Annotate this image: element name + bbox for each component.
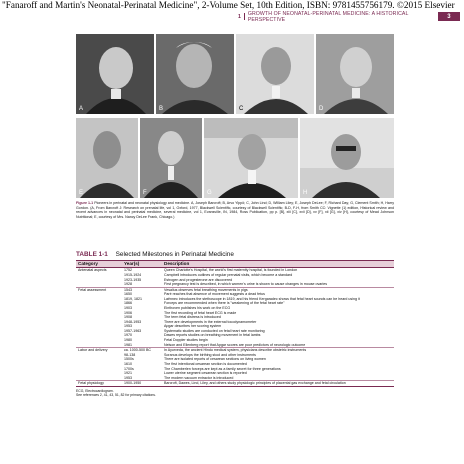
portrait-photo-g xyxy=(204,118,298,198)
row-year: 1903 xyxy=(124,306,132,311)
citation-header: "Fanaroff and Martin's Neonatal-Perinatal Medicine", 2-Volume Set, 10th Edition, ISBN: 9781455756179. ©2015 Elsevier xyxy=(2,0,455,10)
row-description: Apgar describes her scoring system xyxy=(164,324,222,329)
row-description: Soranus develops the birthing stool and other instruments xyxy=(164,352,256,357)
row-description: Systematic studies are conducted on fetal heart rate monitoring xyxy=(164,328,265,333)
row-year: 1981 xyxy=(124,342,132,347)
portrait-h-image xyxy=(300,118,394,198)
row-description: Vesalius observes fetal breathing movements in pigs xyxy=(162,287,394,292)
row-year: 1957-1963 xyxy=(124,328,142,333)
portrait-d-image xyxy=(316,34,394,114)
row-description: Queen Charlotte's Hospital, the world's first maternity hospital, is founded in London xyxy=(162,268,394,273)
row-year: 1650 xyxy=(124,292,132,297)
portrait-photo-f xyxy=(140,118,202,198)
portrait-c-image xyxy=(236,34,314,114)
row-year: 1906 xyxy=(124,310,132,315)
row-description: Einthoven publishes his work on the ECG xyxy=(164,306,231,311)
row-description: Nelson and Ellenberg report that Apgar scores are poor predictors of neurologic outcome xyxy=(164,342,306,347)
page-number: 3 xyxy=(438,12,460,21)
running-head-divider xyxy=(244,13,245,20)
row-description: Fetal Doppler studies begin xyxy=(164,338,208,343)
row-description: The modern vacuum extractor is introduced xyxy=(164,375,234,380)
row-year: 1500s xyxy=(124,357,134,362)
row-year: 1610 xyxy=(124,361,132,366)
portrait-label-b: B xyxy=(159,106,164,112)
row-year: 1700s xyxy=(124,366,134,371)
row-category: Labor and delivery xyxy=(76,348,122,353)
row-year: 1953 xyxy=(124,375,132,380)
row-year: 1928 xyxy=(124,282,132,287)
row-year: 1866 xyxy=(124,301,132,306)
portrait-b-image xyxy=(156,34,234,114)
row-year: 1908 xyxy=(124,315,132,320)
row-description: Laënnec introduces the stethoscope in 1819, and his friend Kergaradec shows that fetal heart sounds can be heard using it xyxy=(164,296,360,301)
table-title-text: Selected Milestones in Perinatal Medicine xyxy=(115,251,234,258)
row-description: The first recording of fetal heart ECG is made xyxy=(164,310,237,315)
row-description: Lower uterine segment cesarean section is reported xyxy=(164,371,247,376)
table-header-row xyxy=(76,261,394,268)
footnote-abbreviation: ECG, Electrocardiogram. xyxy=(76,389,114,393)
row-year: 98-138 xyxy=(124,352,136,357)
portrait-photo-a xyxy=(76,34,154,114)
row-description: In Ayurveda, the ancient Hindu medical system, physicians describe obstetric instruments xyxy=(162,348,394,353)
portrait-photo-b xyxy=(156,34,234,114)
row-description: Forceps are recommended when there is "weakening of the fetal heart rate" xyxy=(164,301,285,306)
row-year: ca. 1000-500 BC xyxy=(122,348,162,353)
table-footnotes xyxy=(76,389,394,397)
portrait-g-image xyxy=(204,118,298,198)
portrait-label-f: F xyxy=(143,190,147,196)
portrait-label-c: C xyxy=(239,106,244,112)
row-category: Fetal assessment xyxy=(76,287,122,292)
row-year: 1752 xyxy=(122,268,162,273)
running-head-title: GROWTH OF NEONATAL-PERINATAL MEDICINE: A HISTORICAL PERSPECTIVE xyxy=(247,10,409,23)
row-description: First pregnancy test is described, in which women's urine is shown to cause changes in mouse ovaries xyxy=(164,282,328,287)
row-description: Dawes reports studies on breathing movement in fetal lambs xyxy=(164,333,261,338)
portrait-photo-h xyxy=(300,118,394,198)
row-description: There are developments in the external tocodynamometer xyxy=(164,319,257,324)
row-year: 1970 xyxy=(124,333,132,338)
portrait-label-g: G xyxy=(207,190,212,196)
row-description: The first intentional cesarean section is documented xyxy=(164,361,247,366)
column-header-category: Category xyxy=(76,261,122,268)
row-description: Estrogen and progesterone are discovered xyxy=(164,277,233,282)
row-category: Antenatal aspects xyxy=(76,268,122,273)
portrait-photo-e xyxy=(76,118,138,198)
running-head xyxy=(238,12,460,21)
portrait-label-e: E xyxy=(79,190,84,196)
row-description: The term fetal distress is introduced xyxy=(164,315,221,320)
table-row xyxy=(76,381,394,387)
row-description: There are isolated reports of cesarean sections on living women xyxy=(164,357,266,362)
row-year: 1948-1953 xyxy=(124,319,142,324)
table-title xyxy=(76,251,234,258)
milestones-table xyxy=(76,260,394,387)
figure-caption xyxy=(76,201,394,219)
row-description: Campbell introduces outlines of regular prenatal visits, which become a standard xyxy=(164,272,293,277)
column-header-description: Description xyxy=(162,261,394,268)
portrait-photo-d xyxy=(316,34,394,114)
portrait-photo-c xyxy=(236,34,314,114)
portrait-a-image xyxy=(76,34,154,114)
row-year: 1819, 1821 xyxy=(124,296,142,301)
row-year: 1915-1924 xyxy=(124,272,142,277)
row-description: The Chamberlen forceps are kept as a family secret for three generations xyxy=(164,366,281,371)
row-year: 1900-1950 xyxy=(122,381,162,387)
table-number: TABLE 1-1 xyxy=(76,251,108,258)
row-year: 1543 xyxy=(122,287,162,292)
column-header-years: Year(s) xyxy=(122,261,162,268)
row-category: Fetal physiology xyxy=(76,381,122,387)
row-year: 1923-1935 xyxy=(124,277,142,282)
row-year: 1953 xyxy=(124,324,132,329)
chapter-number: 1 xyxy=(238,13,241,20)
portrait-label-h: H xyxy=(303,190,308,196)
row-year: 1921 xyxy=(124,371,132,376)
footnote-references: See references 2, 41, 43, 51, 82 for primary citations. xyxy=(76,393,156,398)
portrait-f-image xyxy=(140,118,202,198)
figure-number: Figure 1-1 xyxy=(76,201,94,205)
portrait-label-a: A xyxy=(79,106,84,112)
figure-caption-text: Pioneers in perinatal and neonatal physiology and medicine. A, Joseph Barcroft; B, Arvo Ylppö; C, John Lind; D, William Liley; E, Joseph DeLee; F, Richard Day; G, Clement Smith; H, Harry Gordon. (A, From Barcroft J: Research on prenatal life, vol 1, Oxford, 1977, Blackwell Scientific, courtesy of Blackwell Scientific; B-D, F-H, from Smith CC: Vignette (1) edition, Historical review and recent advances in neonatal and perinatal medicine, several medicine, vol 1, Evansville, IN, 1984, Ross Publication, pp p. [B], xiii [C], xvii [D], xv [F], xii [G], xiv [H], courtesy of Mead Johnson Nutritional; E, courtesy of Mrs. Nancy DeLee Frank, Chicago.) xyxy=(76,201,394,219)
row-description: Paré reaches that absence of movement suggests a dead fetus xyxy=(164,292,265,297)
portrait-e-image xyxy=(76,118,138,198)
row-year: 1980 xyxy=(124,338,132,343)
portrait-label-d: D xyxy=(319,106,324,112)
row-description: Barcroft, Dawes, Lind, Liley, and others study physiologic principles of placental gas exchange and fetal circulation xyxy=(162,381,394,387)
